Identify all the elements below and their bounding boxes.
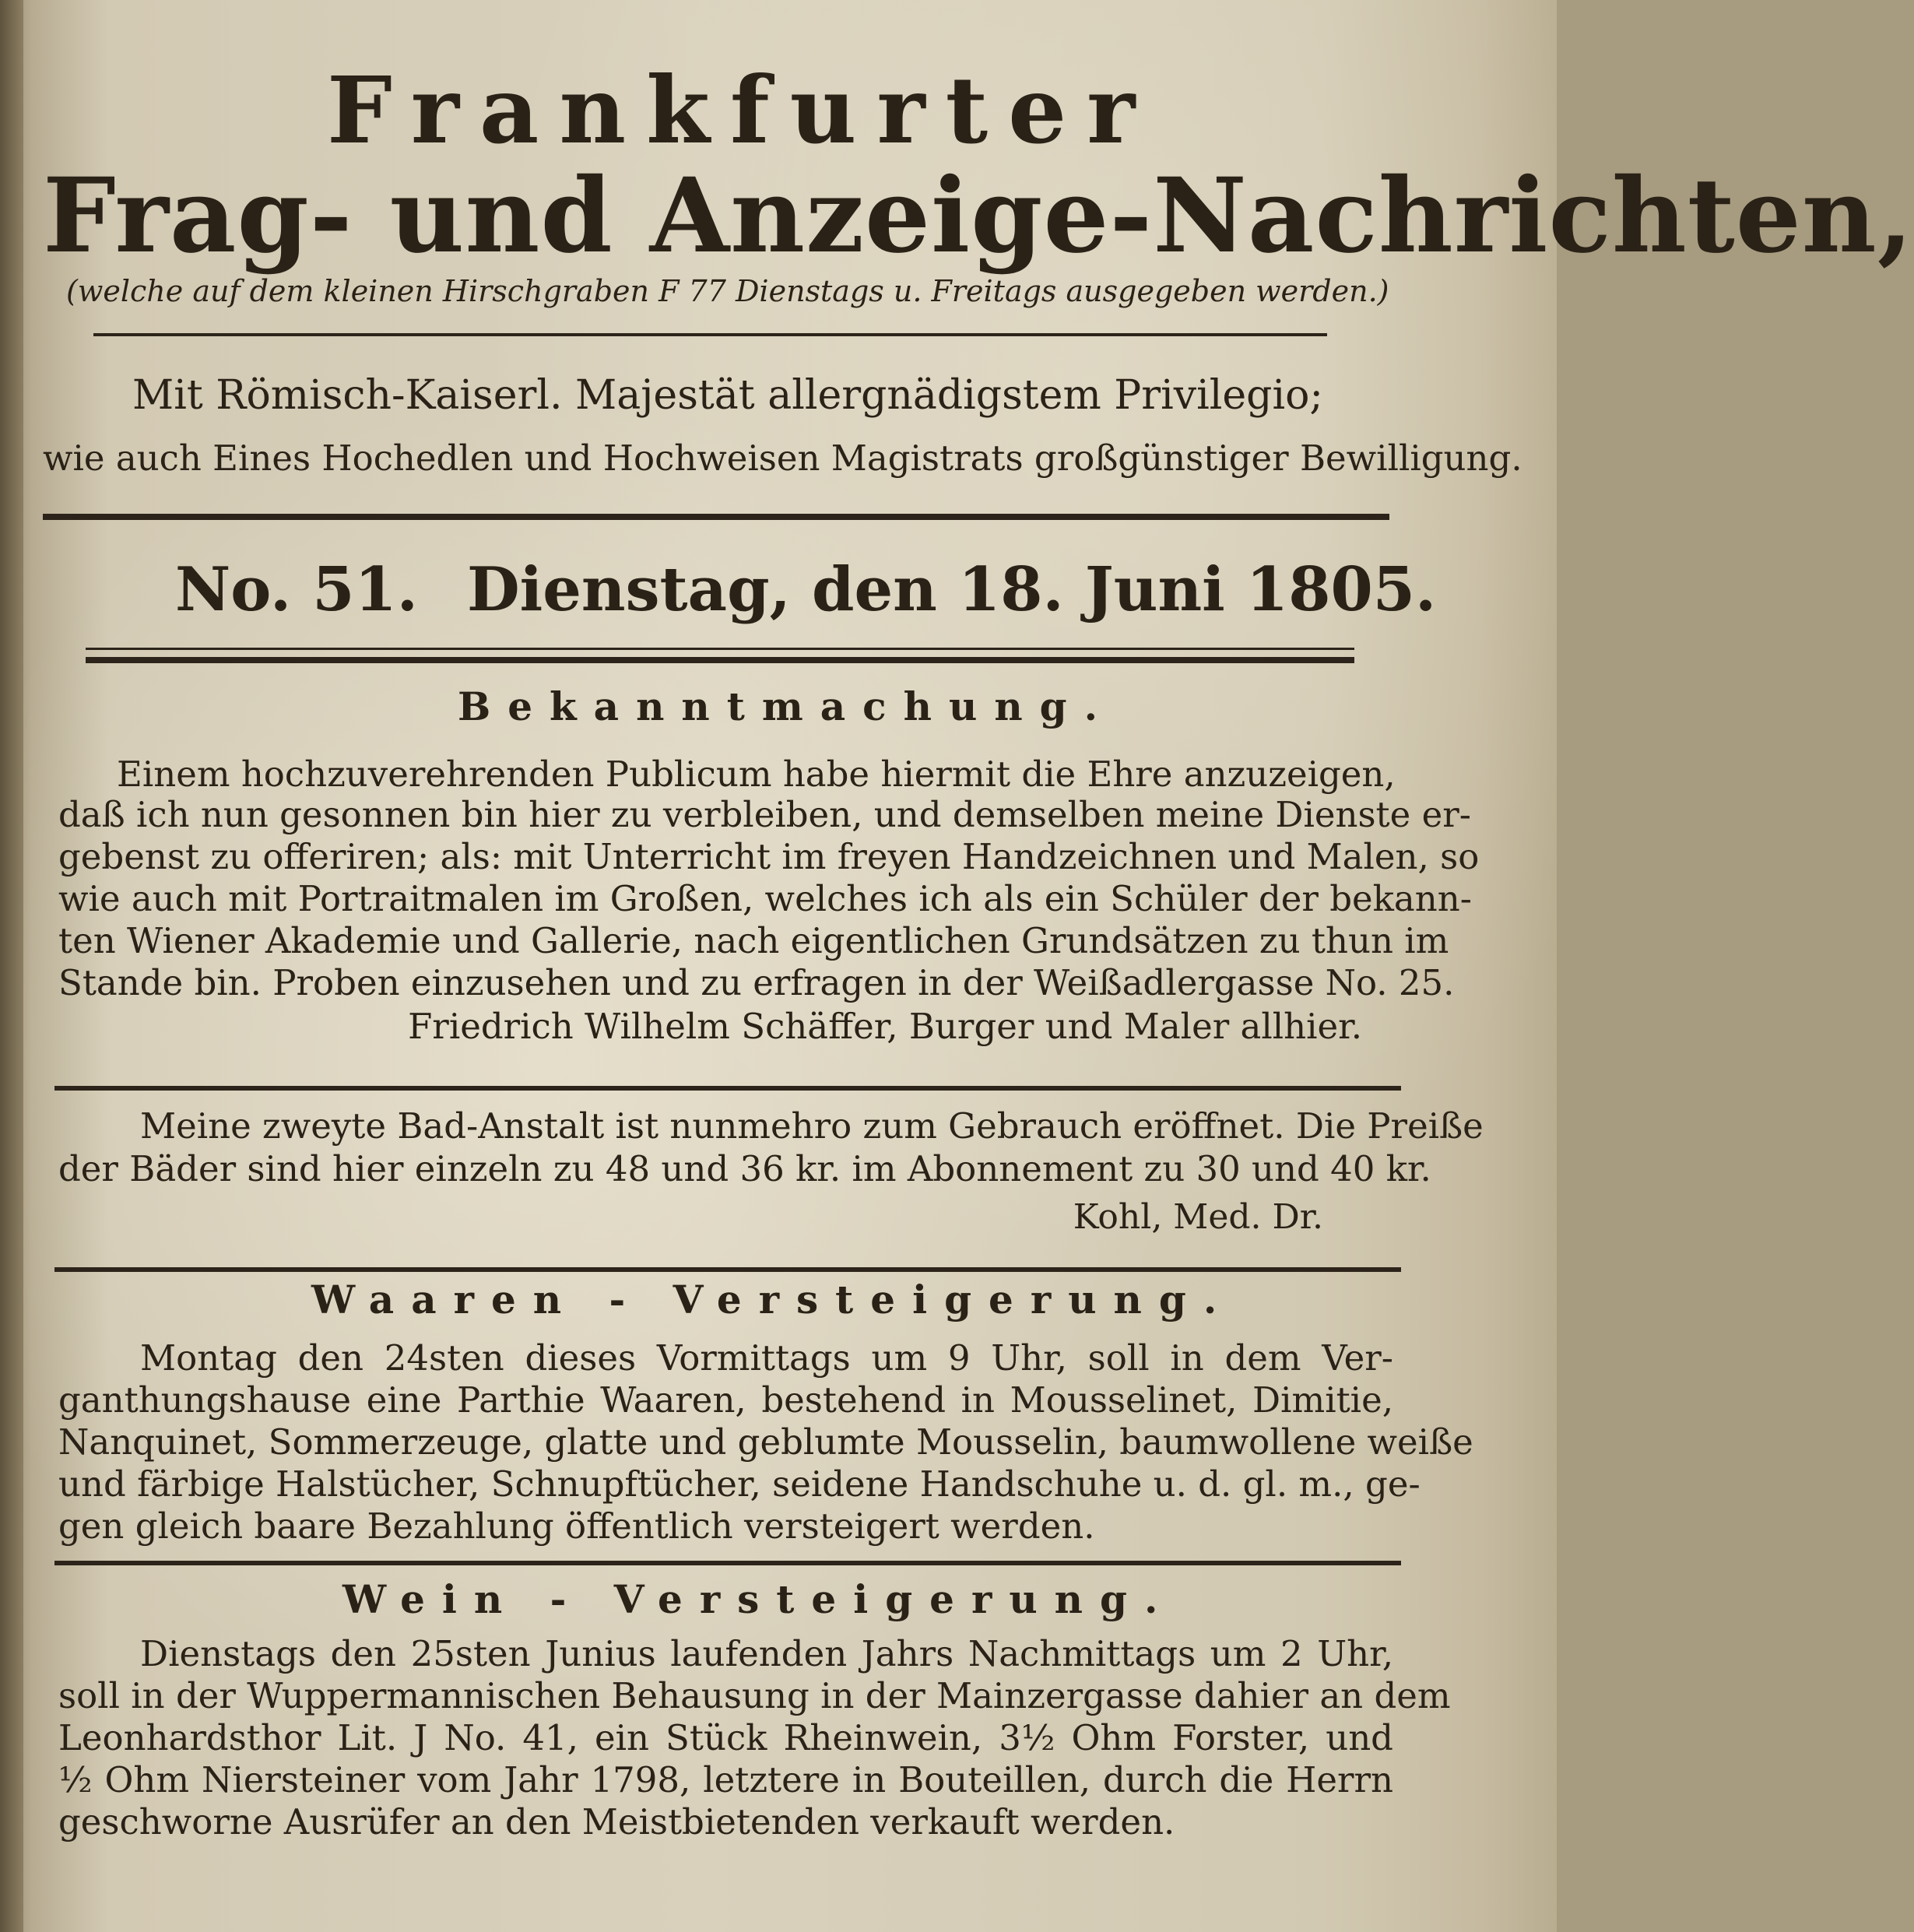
page-binding-edge: [0, 0, 23, 1932]
notice-2-line-2: der Bäder sind hier einzeln zu 48 und 36 kr. im Abonnement zu 30 und 40 kr.: [58, 1148, 1431, 1189]
notice-4-line-4: ½ Ohm Niersteiner vom Jahr 1798, letztere in Bouteillen, durch die Herrn: [58, 1759, 1393, 1800]
privilege-line-1: Mit Römisch-Kaiserl. Majestät allergnädigstem Privilegio;: [132, 372, 1323, 419]
rule-under-masthead: [93, 333, 1327, 336]
notice-1-signature: Friedrich Wilhelm Schäffer, Burger und Maler allhier.: [408, 1006, 1362, 1047]
notice-heading-wein-versteigerung: Wein - Versteigerung.: [342, 1576, 1175, 1622]
notice-4-line-2: soll in der Wuppermannischen Behausung in der Mainzergasse dahier an dem: [58, 1675, 1451, 1716]
notice-heading-bekanntmachung: Bekanntmachung.: [457, 683, 1115, 729]
notice-4-line-3: Leonhardsthor Lit. J No. 41, ein Stück Rheinwein, 3½ Ohm Forster, und: [58, 1717, 1393, 1758]
notice-3-line-1: Montag den 24sten dieses Vormittags um 9 Uhr, soll in dem Ver-: [140, 1337, 1393, 1379]
notice-4-line-5: geschworne Ausrüfer an den Meistbietenden verkauft werden.: [58, 1801, 1175, 1842]
issue-number: No. 51.: [175, 554, 418, 625]
rule-under-dateline-thin: [86, 648, 1354, 650]
notice-heading-waaren-versteigerung: Waaren - Versteigerung.: [311, 1277, 1234, 1323]
notice-3-line-4: und färbige Halstücher, Schnupftücher, seidene Handschuhe u. d. gl. m., ge-: [58, 1463, 1421, 1505]
rule-after-notice-2: [54, 1267, 1401, 1272]
rule-under-dateline-thick: [86, 657, 1354, 663]
notice-1-line-2: daß ich nun gesonnen bin hier zu verbleiben, und demselben meine Dienste er-: [58, 794, 1471, 835]
rule-after-notice-3: [54, 1561, 1401, 1565]
privilege-line-2: wie auch Eines Hochedlen und Hochweisen Magistrats großgünstiger Bewilligung.: [43, 437, 1522, 479]
notice-2-signature: Kohl, Med. Dr.: [1073, 1197, 1323, 1237]
notice-1-line-4: wie auch mit Portraitmalen im Großen, welches ich als ein Schüler der bekann-: [58, 878, 1472, 919]
notice-1-line-6: Stande bin. Proben einzusehen und zu erfragen in der Weißadlergasse No. 25.: [58, 962, 1455, 1003]
masthead-title: Frag- und Anzeige-Nachrichten,: [43, 156, 1914, 276]
masthead-line-1: Frankfurter: [327, 56, 1156, 164]
masthead-subtitle: (welche auf dem kleinen Hirschgraben F 77 Dienstags u. Freitags ausgegeben werden.): [66, 274, 1389, 308]
notice-1-line-5: ten Wiener Akademie und Gallerie, nach eigentlichen Grundsätzen zu thun im: [58, 920, 1449, 961]
notice-4-line-1: Dienstags den 25sten Junius laufenden Jahrs Nachmittags um 2 Uhr,: [140, 1633, 1393, 1674]
rule-after-notice-1: [54, 1086, 1401, 1091]
notice-3-line-5: gen gleich baare Bezahlung öffentlich versteigert werden.: [58, 1505, 1095, 1547]
notice-2-line-1: Meine zweyte Bad-Anstalt ist nunmehro zum Gebrauch eröffnet. Die Preiße: [140, 1105, 1484, 1147]
notice-1-line-3: gebenst zu offeriren; als: mit Unterricht im freyen Handzeichnen und Malen, so: [58, 836, 1480, 877]
rule-above-dateline: [43, 514, 1389, 520]
notice-3-line-2: ganthungshause eine Parthie Waaren, bestehend in Mousselinet, Dimitie,: [58, 1379, 1393, 1421]
notice-1-line-1: Einem hochzuverehrenden Publicum habe hiermit die Ehre anzuzeigen,: [117, 753, 1396, 795]
issue-date: Dienstag, den 18. Juni 1805.: [467, 554, 1437, 625]
notice-3-line-3: Nanquinet, Sommerzeuge, glatte und geblumte Mousselin, baumwollene weiße: [58, 1421, 1473, 1463]
